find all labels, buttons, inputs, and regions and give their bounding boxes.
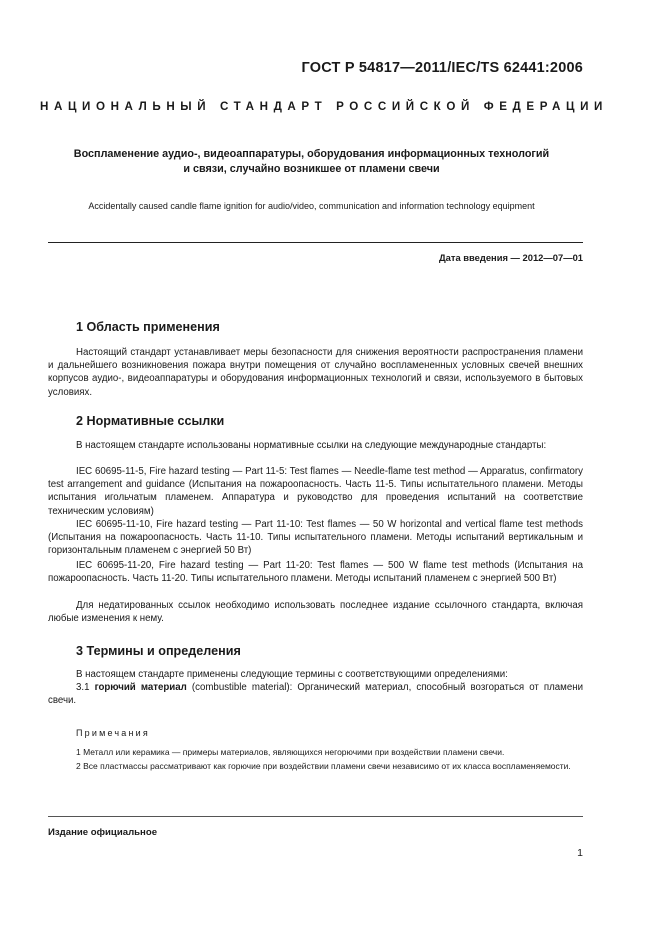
undated-references-note: Для недатированных ссылок необходимо использовать последнее издание ссылочного стандарта, включая любые изменения к нему. [48,600,583,625]
note-1: 1 Металл или керамика — примеры материалов, являющихся негорючими при воздействии пламени свечи. [76,747,505,757]
section-3-intro: В настоящем стандарте применены следующие термины с соответствующими определениями: [76,669,508,680]
footer-divider [48,816,583,817]
header-divider [48,242,583,243]
national-standard-heading: НАЦИОНАЛЬНЫЙ СТАНДАРТ РОССИЙСКОЙ ФЕДЕРАЦИИ [40,100,608,113]
term-name: горючий материал [94,682,187,693]
title-russian [40,147,583,177]
section-2-intro: В настоящем стандарте использованы нормативные ссылки на следующие международные стандарты: [76,440,547,451]
section-1-heading: 1 Область применения [76,320,220,334]
section-3-heading: 3 Термины и определения [76,644,241,658]
section-1-paragraph: Настоящий стандарт устанавливает меры безопасности для снижения вероятности распространения пламени и дальнейшего возникновения пожара внутри помещения от случайно воспламененных условных свечей внешних корпусов аудио-, видеоаппаратуры и оборудования информационных технологий и связи, используемого в бытовых условиях. [48,347,583,398]
title-russian-line-2: и связи, случайно возникшее от пламени свечи [183,163,440,175]
introduction-date: Дата введения — 2012—07—01 [438,252,583,263]
document-code: ГОСТ Р 54817—2011/IEC/TS 62441:2006 [301,60,583,76]
reference-iec-60695-11-10: IEC 60695-11-10, Fire hazard testing — Part 11-10: Test flames — 50 W horizontal and vertical flame test methods (Испытания на пожароопасность. Часть 11-10. Типы испытательного пламени. Методы испытаний вертикальным и горизонтальным пламенем с энергией 50 Вт) [48,519,583,557]
title-russian-line-1: Воспламенение аудио-, видеоаппаратуры, оборудования информационных технологий [73,148,550,160]
term-number: 3.1 [76,682,90,693]
official-edition-label: Издание официальное [48,827,158,838]
section-2-heading: 2 Нормативные ссылки [76,414,225,428]
term-3-1 [48,681,583,707]
reference-iec-60695-11-5: IEC 60695-11-5, Fire hazard testing — Part 11-5: Test flames — Needle-flame test method — Apparatus, confirmatory test arrangement and guidance (Испытания на пожароопасность. Часть 11-5. Типы испытательного пламени. Методы испытания игольчатым пламенем. Аппаратура и руководство для проведения испытаний на соответствие техническим условиям) [48,466,583,517]
page-number: 1 [577,847,583,859]
term-definition: (combustible material): Органический материал, способный возгораться от пламени свечи. [48,682,583,707]
note-2: 2 Все пластмассы рассматривают как горючие при воздействии пламени свечи независимо от их класса воспламеняемости. [76,761,571,771]
title-english: Accidentally caused candle flame ignition for audio/video, communication and information technology equipment [88,201,535,211]
notes-title: Примечания [76,728,150,738]
reference-iec-60695-11-20: IEC 60695-11-20, Fire hazard testing — Part 11-20: Test flames — 500 W flame test methods (Испытания на пожароопасность. Часть 11-20. Типы испытательного пламени. Методы испытаний пламенем с энергией 500 Вт) [48,560,583,585]
